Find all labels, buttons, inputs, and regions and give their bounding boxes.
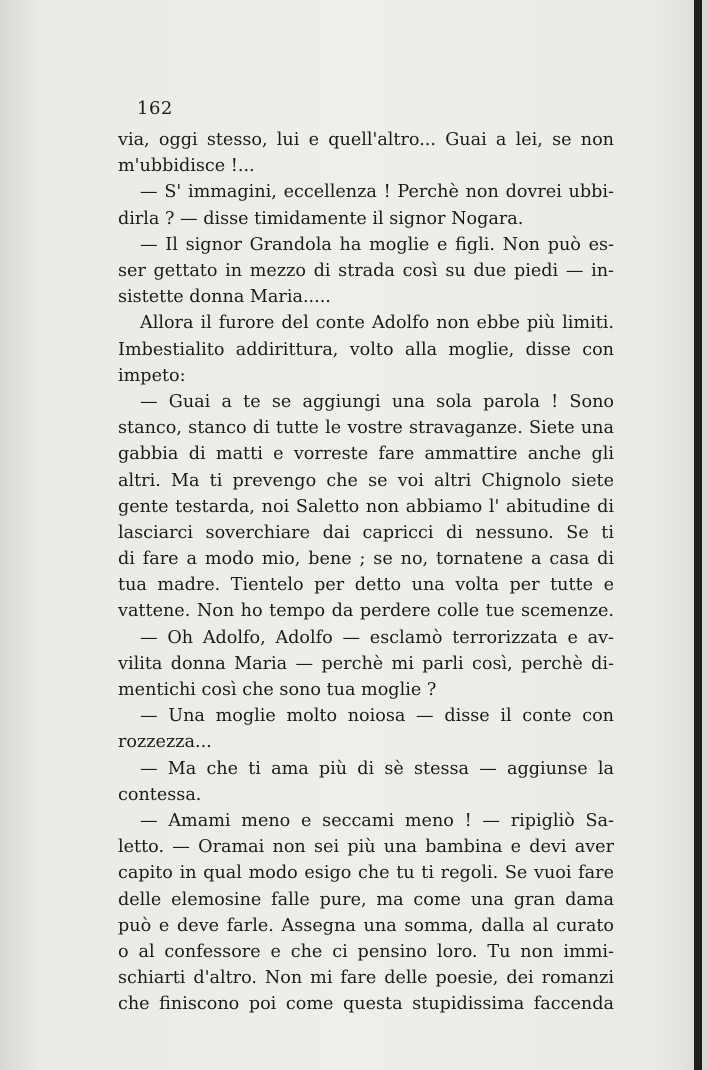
page-number: 162 [137,98,173,119]
text-line: — Una moglie molto noiosa — disse il conte con [140,706,614,727]
text-line: Imbestialito addirittura, volto alla moglie, disse con [118,339,614,360]
text-line: di fare a modo mio, bene ; se no, tornatene a casa di [118,549,614,570]
text-line: via, oggi stesso, lui e quell'altro... Guai a lei, se non [118,130,614,150]
text-line: impeto: [118,365,186,386]
text-line: — Il signor Grandola ha moglie e figli. Non può es- [140,234,614,255]
text-line: rozzezza... [118,732,212,753]
text-line: capito in qual modo esigo che tu ti regoli. Se vuoi fare [118,863,614,884]
text-line: vilita donna Maria — perchè mi parli così, perchè di- [118,653,614,674]
page-edge [702,0,708,1070]
text-line: — Amami meno e seccami meno ! — ripigliò Sa- [140,810,614,831]
text-line: dirla ? — disse timidamente il signor Nogara. [118,208,524,229]
text-line: che finiscono poi come questa stupidissima faccenda [118,994,614,1015]
text-line: gabbia di matti e vorreste fare ammattire anche gli [118,444,614,465]
text-line: — Oh Adolfo, Adolfo — esclamò terrorizzata e av- [140,627,614,648]
text-line: sistette donna Maria..... [118,287,331,308]
text-line: tua madre. Tientelo per detto una volta per tutte e [118,575,614,596]
body-text [118,127,614,1017]
text-line: lasciarci soverchiare dai capricci di nessuno. Se ti [118,522,614,543]
text-line: delle elemosine falle pure, ma come una gran dama [118,889,614,910]
text-line: contessa. [118,784,202,805]
text-line: stanco, stanco di tutte le vostre stravaganze. Siete una [118,418,614,439]
book-spine [694,0,702,1070]
text-line: letto. — Oramai non sei più una bambina e devi aver [118,837,614,858]
text-line: o al confessore e che ci pensino loro. Tu non immi- [118,941,614,962]
text-line: Allora il furore del conte Adolfo non ebbe più limiti. [140,313,614,334]
text-line: schiarti d'altro. Non mi fare delle poesie, dei romanzi [118,968,614,989]
text-line: m'ubbidisce !... [118,156,255,177]
text-line: — Guai a te se aggiungi una sola parola ! Sono [140,391,614,412]
text-line: — S' immagini, eccellenza ! Perchè non dovrei ubbi- [140,182,614,203]
text-line: — Ma che ti ama più di sè stessa — aggiunse la [140,758,614,779]
text-line: vattene. Non ho tempo da perdere colle tue scemenze. [118,601,614,622]
text-line: gente testarda, noi Saletto non abbiamo l' abitudine di [118,496,614,517]
text-line: può e deve farle. Assegna una somma, dalla al curato [118,915,614,936]
text-line: mentichi così che sono tua moglie ? [118,680,437,700]
text-line: ser gettato in mezzo di strada così su due piedi — in- [118,260,614,281]
text-line: altri. Ma ti prevengo che se voi altri Chignolo siete [118,470,614,491]
